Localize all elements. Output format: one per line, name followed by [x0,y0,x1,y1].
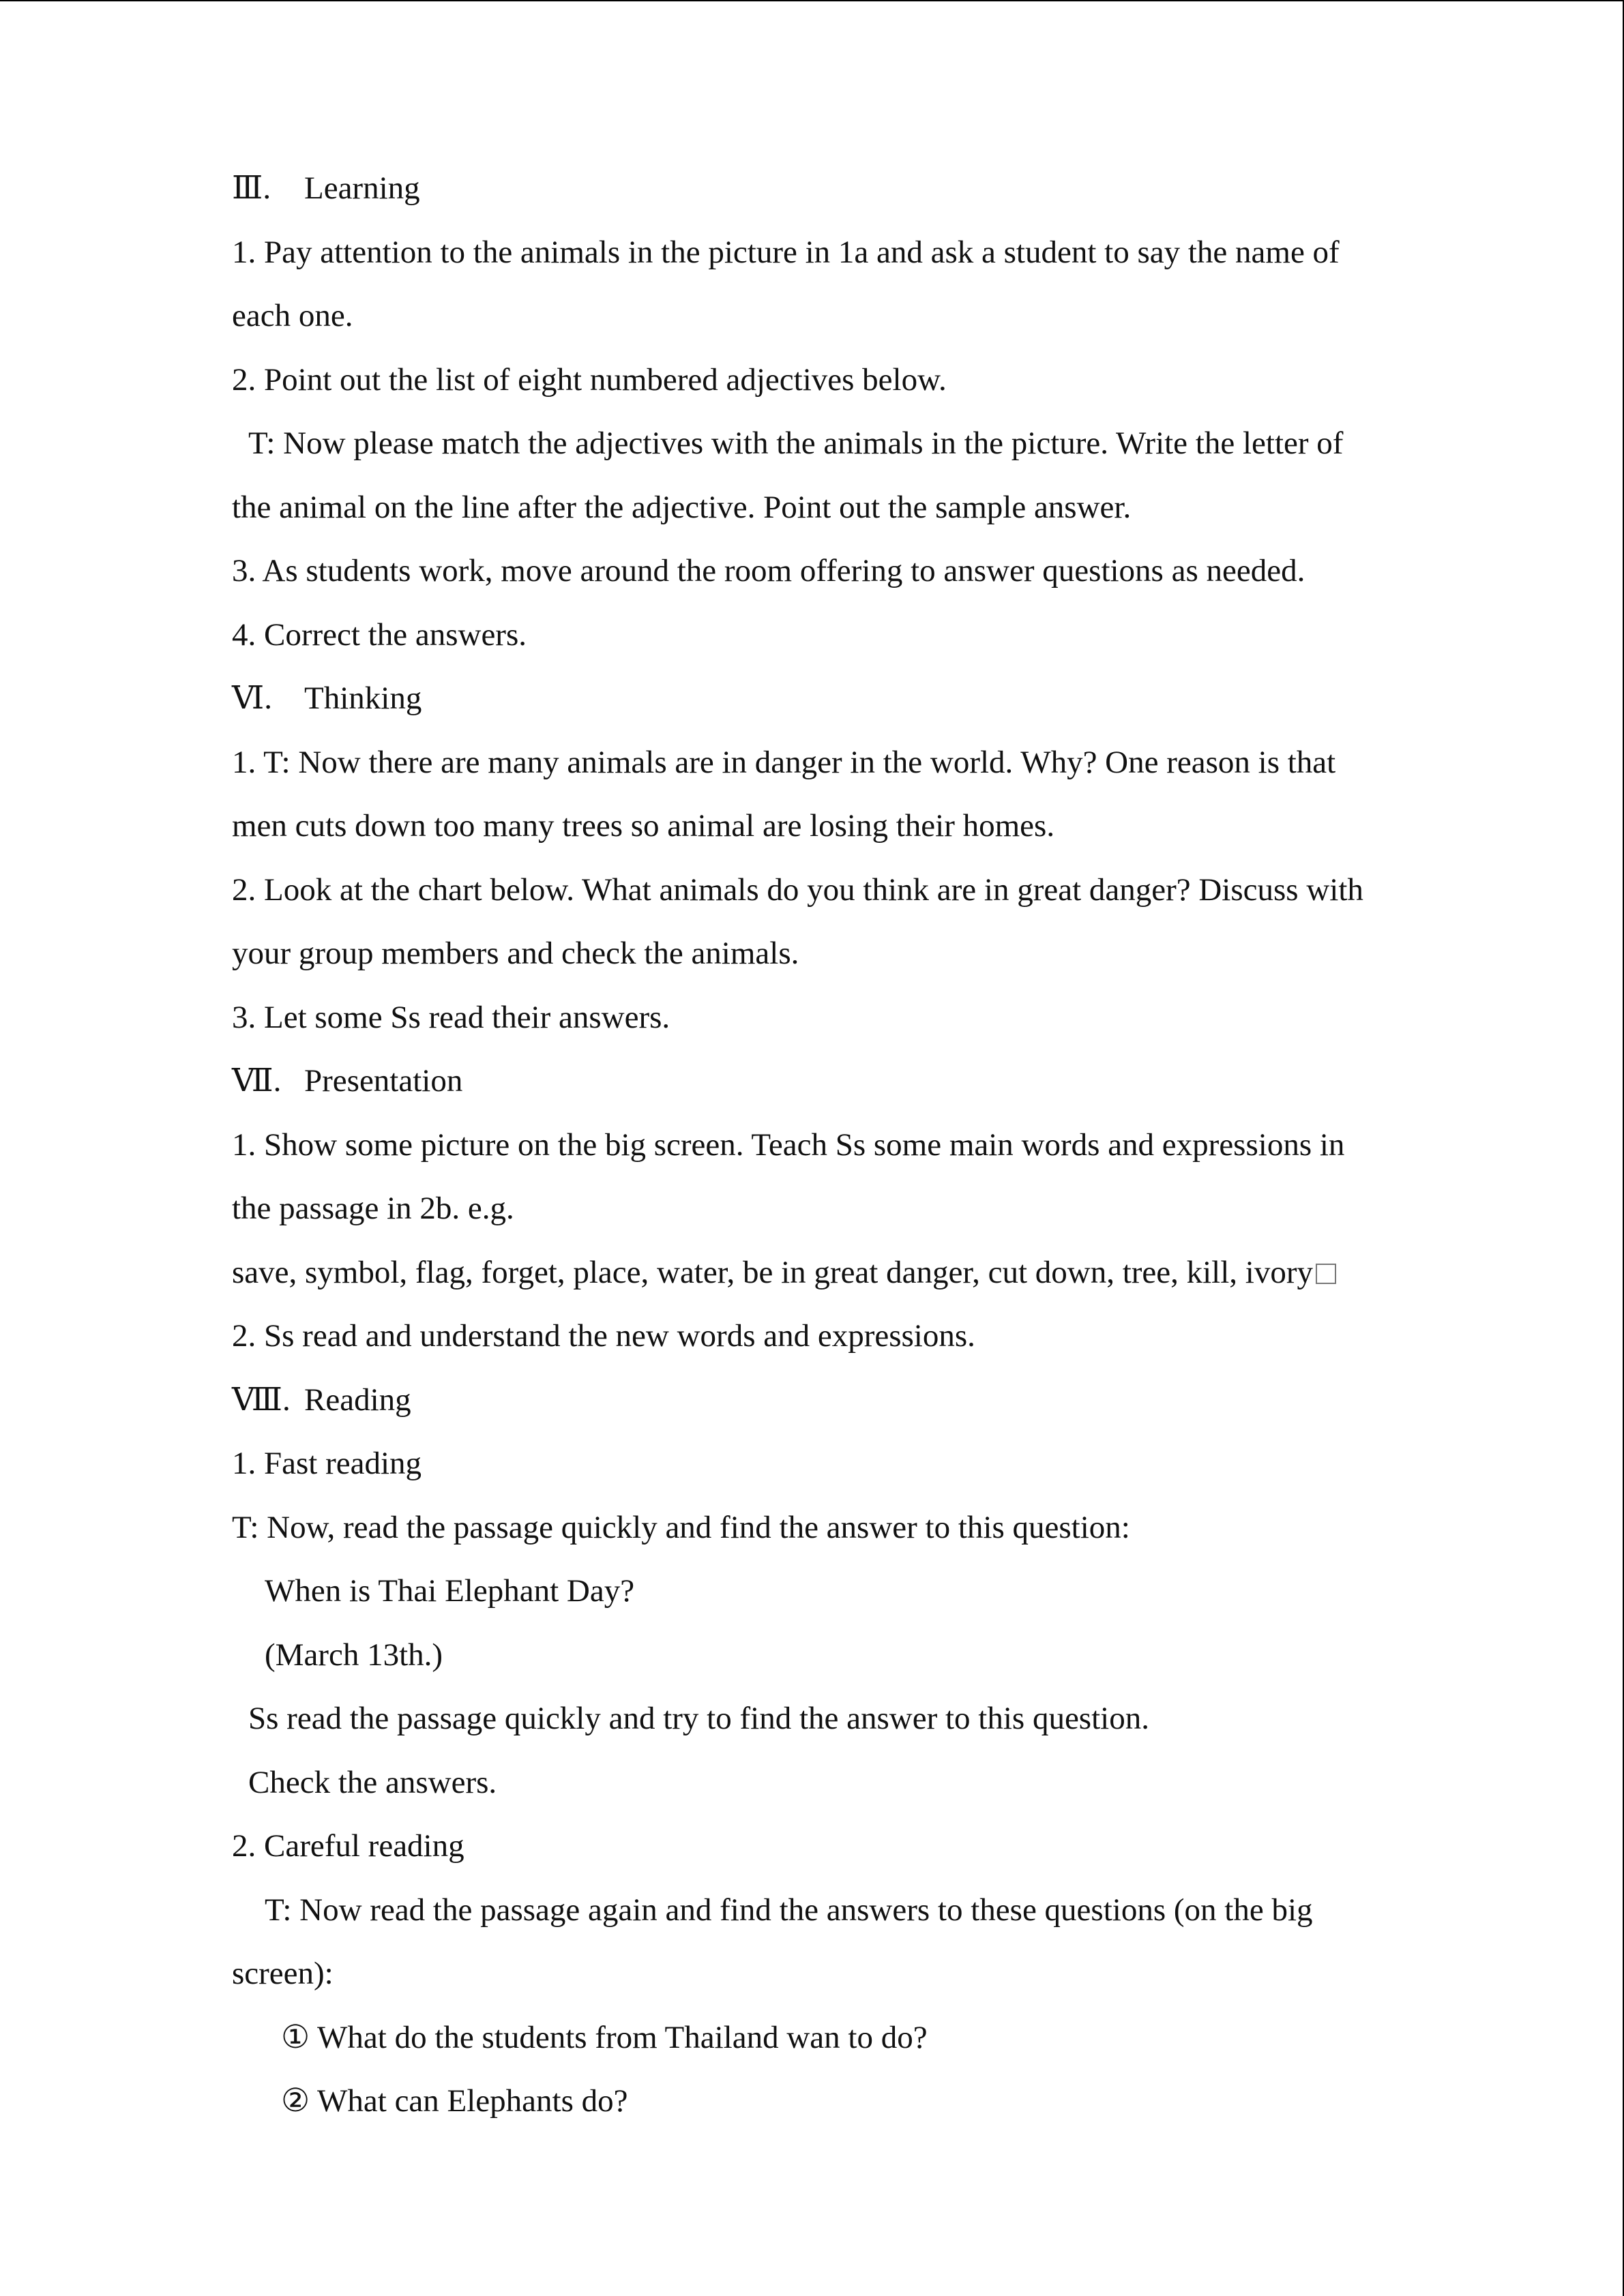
paragraph-line: 2. Ss read and understand the new words and expressions. [232,1318,975,1354]
section-number: Ⅵ. [232,681,273,716]
paragraph-line: 1. Pay attention to the animals in the picture in 1a and ask a student to say the name of [232,234,1340,270]
paragraph-line: screen): [232,1956,334,1991]
section-title: Learning [304,170,420,206]
section-heading-reading [232,1369,1405,1433]
page-top-border [0,0,1624,1]
paragraph-line: ② What can Elephants do? [281,2083,628,2119]
missing-glyph-box-icon [1316,1264,1336,1284]
paragraph-line: 1. T: Now there are many animals are in danger in the world. Why? One reason is that [232,744,1336,780]
section-number: Ⅶ. [232,1063,282,1099]
paragraph-line: 3. Let some Ss read their answers. [232,999,670,1035]
paragraph-line-word-list [232,1241,1405,1305]
section-title: Thinking [304,681,422,716]
paragraph-line: men cuts down too many trees so animal are losing their homes. [232,808,1055,844]
paragraph-line: 1. Fast reading [232,1446,422,1481]
section-heading-thinking [232,667,1405,731]
section-number: Ⅷ. [232,1382,291,1418]
document-page [232,157,1405,2134]
paragraph-line: 2. Careful reading [232,1828,464,1864]
section-title: Presentation [304,1063,463,1099]
paragraph-line: 2. Look at the chart below. What animals do you think are in great danger? Discuss with [232,871,1363,908]
paragraph-line: 2. Point out the list of eight numbered adjectives below. [232,361,947,398]
paragraph-line: 4. Correct the answers. [232,616,527,653]
paragraph-line: Check the answers. [248,1764,497,1800]
paragraph-line: the animal on the line after the adjective. Point out the sample answer. [232,489,1132,525]
paragraph-line: 1. Show some picture on the big screen. Teach Ss some main words and expressions in [232,1127,1345,1163]
paragraph-line: each one. [232,298,353,333]
paragraph-line: ① What do the students from Thailand wan to do? [281,2019,928,2055]
section-title: Reading [304,1382,411,1418]
paragraph-line: the passage in 2b. e.g. [232,1191,514,1226]
paragraph-line: When is Thai Elephant Day? [265,1573,635,1609]
section-heading-presentation [232,1049,1405,1114]
paragraph-line: T: Now read the passage again and find the answers to these questions (on the big [265,1892,1313,1928]
paragraph-line: Ss read the passage quickly and try to find the answer to this question. [248,1701,1149,1736]
paragraph-line: 3. As students work, move around the room offering to answer questions as needed. [232,553,1305,588]
paragraph-line: your group members and check the animals. [232,936,799,971]
paragraph-line: (March 13th.) [265,1637,443,1673]
paragraph-line: T: Now, read the passage quickly and find the answer to this question: [232,1509,1130,1545]
word-list-text: save, symbol, flag, forget, place, water, be in great danger, cut down, tree, kill, ivory [232,1254,1314,1290]
section-number: Ⅲ. [232,170,271,206]
paragraph-line: T: Now please match the adjectives with the animals in the picture. Write the letter of [248,426,1344,461]
section-heading-learning [232,157,1405,221]
